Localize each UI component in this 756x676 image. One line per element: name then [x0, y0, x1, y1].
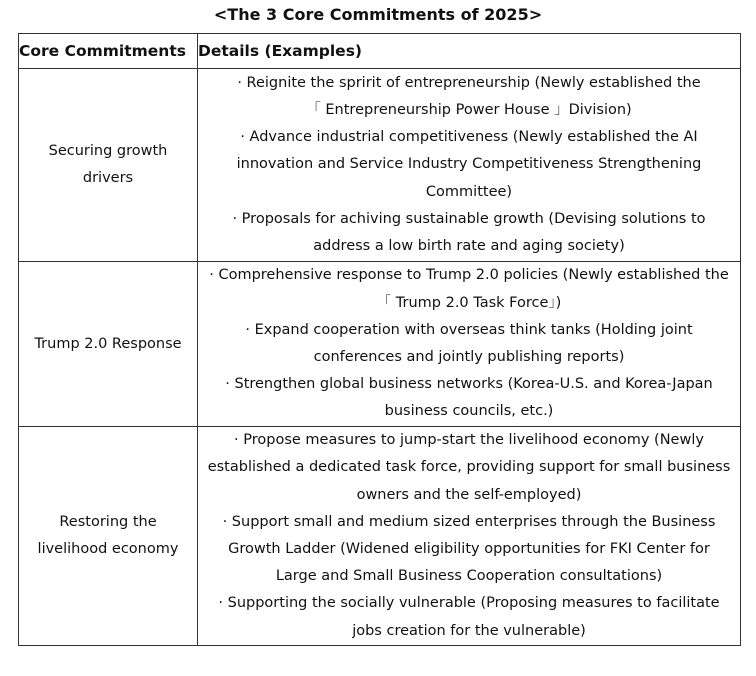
category-cell: [19, 427, 198, 646]
table-row: [19, 262, 741, 427]
detail-item: · Strengthen global business networks (Korea-U.S. and Korea-Japan business councils, etc.): [225, 376, 713, 420]
header-core-commitments: Core Commitments: [19, 34, 198, 69]
detail-item: · Propose measures to jump-start the livelihood economy (Newly established a dedicated task force, providing support for small business owners and the self-employed): [207, 432, 731, 503]
category-cell: [19, 69, 198, 262]
details-cell: [198, 262, 741, 427]
details-cell: [198, 427, 741, 646]
table-row: [19, 427, 741, 646]
category-label: Securing growth drivers: [48, 143, 168, 186]
category-label: Trump 2.0 Response: [34, 335, 182, 352]
table-row: [19, 69, 741, 262]
detail-item: · Proposals for achiving sustainable growth (Devising solutions to address a low birth rate and aging society): [232, 210, 706, 254]
details-cell: [198, 69, 741, 262]
detail-item: · Reignite the spririt of entrepreneurship (Newly established the 「 Entrepreneurship Power House 」Division): [237, 74, 701, 118]
document-title: <The 3 Core Commitments of 2025>: [213, 5, 543, 24]
table-header-row: [19, 34, 741, 69]
detail-item: · Expand cooperation with overseas think tanks (Holding joint conferences and jointly publishing reports): [245, 321, 693, 365]
detail-item: · Support small and medium sized enterprises through the Business Growth Ladder (Widened eligibility opportunities for FKI Center for Large and Small Business Cooperation consultations): [222, 513, 716, 585]
category-cell: [19, 262, 198, 427]
detail-item: · Supporting the socially vulnerable (Proposing measures to facilitate jobs creation for the vulnerable): [218, 595, 720, 639]
detail-item: · Comprehensive response to Trump 2.0 policies (Newly established the 「 Trump 2.0 Task Force」): [209, 267, 729, 311]
category-label: Restoring the livelihood economy: [37, 514, 179, 557]
commitments-table: [18, 33, 741, 646]
header-details: Details (Examples): [198, 34, 741, 69]
detail-item: · Advance industrial competitiveness (Newly established the AI innovation and Service Industry Competitiveness Strengthening Committee): [236, 129, 702, 200]
